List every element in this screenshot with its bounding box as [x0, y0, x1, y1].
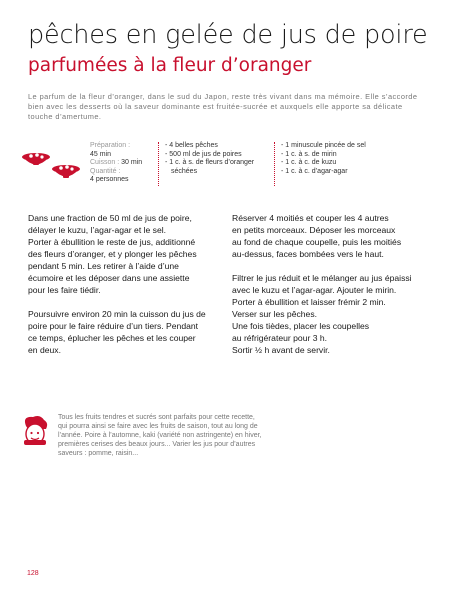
- quantity-label: Quantité :: [90, 167, 121, 175]
- ingredient-item: - 500 ml de jus de poires: [165, 150, 242, 158]
- ingredient-item: - 1 c. à c. d’agar-agar: [281, 167, 348, 175]
- ingredient-item: - 1 c. à s. de mirin: [281, 150, 337, 158]
- steps-column-left: [28, 212, 228, 368]
- ingredients-list-2: [281, 142, 411, 176]
- page-number: 128: [27, 570, 39, 577]
- chef-face-icon: [20, 414, 50, 446]
- recipe-title: pêches en gelée de jus de poire: [28, 20, 428, 50]
- step-paragraph: Réserver 4 moitiés et couper les 4 autres en petits morceaux. Déposer les morceaux au fond de chaque coupelle, puis les moitiés au-dessus, faces bombées vers le haut.: [232, 213, 402, 259]
- dotted-divider: [274, 142, 275, 186]
- step-paragraph: Poursuivre environ 20 min la cuisson du jus de poire pour le faire réduire d’un tiers. Pendant ce temps, éplucher les pêches et les couper en deux.: [28, 309, 206, 355]
- tip-text: Tous les fruits tendres et sucrés sont parfaits pour cette recette, qui pourra ainsi se faire avec les fruits de saison, tout au long de l’année. Poire à l’automne, kaki (variété non astringente) en hiver, premières cerises des beaux jours... Varier les jus pour d’autres saveurs : pomme, raisin...: [58, 414, 262, 457]
- step-paragraph: Dans une fraction de 50 ml de jus de poire, délayer le kuzu, l’agar-agar et le sel. Porter à ébullition le reste de jus, additionné des fleurs d’oranger, et y plonger les pêches pendant 5 min. Les retirer à l’aide d’une écumoire et les déposer dans une assiette pour les faire tiédir.: [28, 213, 197, 295]
- quantity-value: 4 personnes: [90, 176, 129, 184]
- ingredient-item: - 4 belles pêches: [165, 142, 218, 149]
- ingredient-item: - 1 c. à c. de kuzu: [281, 159, 337, 167]
- step-paragraph: Filtrer le jus réduit et le mélanger au jus épaissi avec le kuzu et l’agar-agar. Ajouter le mirin. Porter à ébullition et laisser frémir 2 min. Verser sur les pêches. Une fois tièdes, placer les coupelles au réfrigérateur pour 3 h. Sortir ½ h avant de servir.: [232, 273, 412, 355]
- prep-info: [90, 142, 160, 185]
- ingredient-item: - 1 c. à s. de fleurs d’oranger séchées: [165, 159, 255, 175]
- ingredients-list-1: [165, 142, 267, 176]
- prep-label: Préparation :: [90, 142, 131, 149]
- ingredient-item: - 1 minuscule pincée de sel: [281, 142, 366, 149]
- steps-column-right: [232, 212, 432, 368]
- recipe-subtitle: parfumées à la fleur d’oranger: [28, 55, 312, 76]
- prep-value: 45 min: [90, 150, 112, 158]
- dotted-divider: [158, 142, 159, 186]
- cook-value: 30 min: [121, 159, 143, 167]
- bowls-icon: [20, 142, 82, 184]
- recipe-intro: Le parfum de la fleur d’oranger, dans le sud du Japon, reste très vivant dans ma mémoire. Elle s’accorde bien avec les desserts où la saveur dominante est fruitée-sucrée et auxquels elle apporte sa délicate touche d’amertume.: [28, 92, 418, 121]
- cook-label: Cuisson :: [90, 159, 120, 167]
